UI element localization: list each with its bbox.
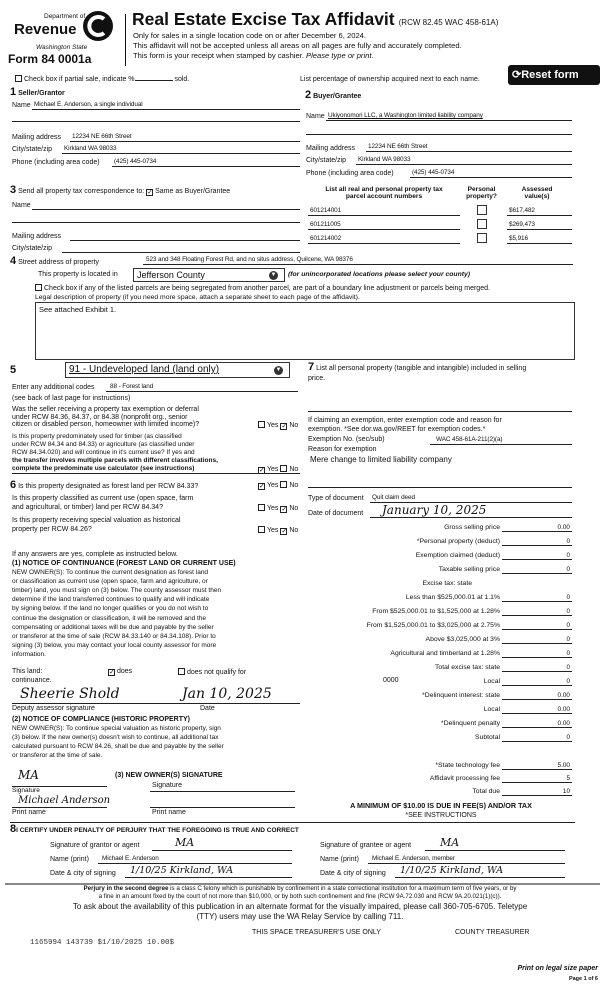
- grantee-signature: MA: [440, 836, 460, 849]
- fee-row: [300, 619, 572, 631]
- owner-signature: MA: [18, 768, 39, 782]
- exemption-no-checkbox[interactable]: ✓: [281, 423, 288, 430]
- parcel-number-field[interactable]: 601214002: [310, 235, 342, 242]
- assessor-signature: Sheerie Shold: [20, 685, 120, 702]
- exemption-no-field[interactable]: WAC 458-61A-211(2)(a): [436, 436, 503, 443]
- grantor-signature: MA: [175, 836, 195, 849]
- use-code-select[interactable]: [65, 362, 290, 378]
- fee-label: Local: [483, 705, 500, 713]
- buyer-mail-label: Mailing address: [306, 145, 356, 152]
- fee-label: *Personal property (deduct): [416, 537, 500, 545]
- county-treasurer-label: COUNTY TREASURER: [455, 929, 530, 936]
- grantee-signature-label: Signature of grantee or agent: [320, 842, 412, 849]
- corr-city-label: City/state/zip: [12, 245, 53, 252]
- yes-label: Yes: [267, 505, 279, 512]
- county-value: Jefferson County: [137, 270, 205, 280]
- form-rcw: (RCW 82.45 WAC 458-61A): [398, 18, 499, 27]
- local-code: 0000: [383, 677, 399, 684]
- fee-label: Above $3,025,000 at 3%: [425, 635, 500, 643]
- fee-value[interactable]: 5: [566, 774, 570, 782]
- buyer-name-field[interactable]: Ukiyonomori LLC, a Washington limited liability company: [328, 112, 483, 119]
- grantor-date-field[interactable]: 1/10/25 Kirkland, WA: [130, 865, 234, 876]
- fee-label: Exemption claimed (deduct): [415, 551, 500, 559]
- date-label: Date: [200, 705, 215, 712]
- personal-property-checkbox[interactable]: [477, 219, 487, 229]
- header-line1: Only for sales in a single location code on or after December 6, 2024.: [133, 31, 367, 40]
- does-label: does: [117, 668, 133, 675]
- notice-continuance-text: or classification as current use (open space, farm and agriculture, or: [12, 578, 208, 586]
- notice-compliance-text: or transferor at the time of sale.: [12, 752, 103, 759]
- section-number: 6: [10, 479, 17, 491]
- grantee-name-label: Name (print): [320, 856, 359, 863]
- fee-label: Excise tax: state: [422, 579, 472, 587]
- fee-row: [300, 717, 572, 729]
- segregated-label: Check box if any of the listed parcels are being segregated from another parcel, are part of a boundary line adjustment or parcels being merged.: [44, 285, 490, 292]
- fee-value[interactable]: 10: [562, 787, 570, 795]
- fee-label: Total due: [472, 787, 500, 795]
- notice-continuance-title: (1) NOTICE OF CONTINUANCE (FOREST LAND OR CURRENT USE): [12, 560, 236, 567]
- grantor-name-field[interactable]: Michael E. Anderson: [102, 855, 159, 862]
- seller-city-label: City/state/zip: [12, 146, 53, 153]
- header-line3-em: Please type or print.: [306, 51, 374, 60]
- q-timber-text: under RCW 84.34 and 84.33) or agriculture (as classified under: [12, 441, 195, 448]
- fee-value[interactable]: 0.00: [557, 719, 570, 727]
- header-divider: [125, 14, 126, 66]
- treasurer-use-label: THIS SPACE TREASURER'S USE ONLY: [252, 929, 381, 936]
- print-name-label: Print name: [152, 809, 186, 816]
- perjury-text: is a class C felony which is punishable by confinement in a state correctional institution for a maximum term of five years, or by: [168, 885, 517, 892]
- grantor-signature-label: Signature of grantor or agent: [50, 842, 140, 849]
- deputy-signature-label: Deputy assessor signature: [12, 705, 95, 712]
- fee-label: Local: [483, 677, 500, 685]
- section-number: 5: [10, 364, 17, 376]
- form-title: Real Estate Excise Tax Affidavit: [132, 9, 395, 29]
- q-timber-text: the transfer involves multiple parcels with different classifications,: [12, 457, 218, 464]
- located-label: This property is located in: [38, 271, 118, 278]
- fee-row: [300, 703, 572, 715]
- fee-value[interactable]: 0: [566, 621, 570, 629]
- notice-continuance-text: continue the designation or classification, it will be removed and the: [12, 614, 207, 622]
- current-use-yes-checkbox[interactable]: [258, 504, 265, 511]
- revenue-logo-text: Revenue: [14, 21, 77, 38]
- reason-field[interactable]: Mere change to limited liability company: [310, 455, 452, 464]
- section-number: 7: [308, 361, 315, 373]
- personal-property-label: price.: [308, 375, 326, 382]
- fee-label: Subtotal: [475, 733, 500, 741]
- segregated-checkbox[interactable]: [35, 284, 42, 291]
- refresh-icon: ⟳: [512, 69, 522, 81]
- q-timber-text: RCW 84.34.020) and will continue in it's current use? If yes and: [12, 449, 195, 456]
- notice-continuance-text: or transferor at the time of sale (RCW 84.33.140 or 84.34.108). Prior to: [12, 632, 216, 640]
- corr-mail-field[interactable]: [70, 240, 300, 241]
- seller-phone-label: Phone (including area code): [12, 159, 100, 166]
- q-forest-text: Is this property designated as forest land per RCW 84.33?: [18, 483, 199, 490]
- fee-label: Total excise tax: state: [435, 663, 500, 671]
- no-label: No: [289, 505, 299, 512]
- fee-value[interactable]: 0: [566, 677, 570, 685]
- fee-row: [300, 647, 572, 659]
- seller-title: Seller/Grantor: [18, 90, 65, 97]
- grantor-date-label: Date & city of signing: [50, 870, 116, 877]
- no-label: No: [289, 422, 299, 429]
- q-exemption-text: Was the seller receiving a property tax exemption or deferral: [12, 406, 199, 413]
- corr-city-field[interactable]: [62, 252, 300, 253]
- same-as-buyer-checkbox[interactable]: ✓: [147, 189, 153, 196]
- seller-name-field[interactable]: Michael E. Anderson, a single individual: [34, 101, 143, 108]
- assessed-value-field[interactable]: $617,482: [509, 207, 535, 214]
- form-number: Form 84 0001a: [8, 52, 92, 66]
- buyer-name-label: Name: [306, 113, 325, 120]
- notice-continuance-text: signing (3) below, you may contact your local county assessor for more: [12, 641, 217, 649]
- section-number: 8: [10, 823, 17, 835]
- fee-row: [300, 772, 572, 784]
- buyer-city-field[interactable]: Kirkland WA 98033: [358, 156, 411, 163]
- fee-row: [300, 521, 572, 533]
- historic-no-checkbox[interactable]: ✓: [281, 528, 288, 535]
- q-exemption-text: under RCW 84.36, 84.37, or 84.38 (nonprofit org., senior: [12, 413, 188, 421]
- fee-value[interactable]: 0: [566, 635, 570, 643]
- chevron-down-icon: ▼: [270, 272, 277, 278]
- buyer-city-label: City/state/zip: [306, 157, 347, 164]
- seller-phone-field[interactable]: (425) 445-0734: [114, 158, 157, 165]
- yes-label: Yes: [267, 482, 279, 489]
- fee-row: [300, 633, 572, 645]
- fee-row: [300, 689, 572, 701]
- fee-row: [300, 549, 572, 561]
- q-timber-text: complete the predominate use calculator (see instructions): [12, 465, 195, 472]
- notice-compliance-text: calculated pursuant to RCW 84.26, shall be due and payable by the seller: [12, 743, 224, 750]
- fee-value[interactable]: 0: [566, 607, 570, 615]
- street-label: Street address of property: [18, 259, 100, 266]
- personal-property-label: List all personal property (tangible and intangible) included in selling: [316, 365, 527, 372]
- fee-row: [300, 759, 572, 771]
- legal-description-value: See attached Exhibit 1.: [39, 305, 117, 314]
- notice-continuance-text: information.: [12, 650, 46, 658]
- corr-mail-label: Mailing address: [12, 233, 62, 240]
- personal-header: Personal property?: [466, 186, 497, 201]
- legal-description-textarea[interactable]: [35, 302, 575, 360]
- exemption-yes-checkbox[interactable]: [258, 421, 265, 428]
- use-code-value: 91 - Undeveloped land (land only): [69, 364, 220, 375]
- partial-sale-checkbox[interactable]: [15, 75, 22, 82]
- sold-label: sold.: [174, 76, 190, 83]
- q-current-use-text: and agricultural, or timber) land per RCW 84.34?: [12, 504, 163, 511]
- fee-label: From $1,525,000.01 to $3,025,000 at 2.75%: [366, 621, 500, 629]
- section-number: 1: [10, 86, 17, 98]
- notice-continuance-text: by signing below. If the land no longer qualifies or you do not wish to: [12, 605, 209, 613]
- alt-format-text: To ask about the availability of this publication in an alternate format for the visually impaired, please call 360-705-6705. Teletype: [72, 902, 528, 911]
- fee-row: [300, 785, 572, 797]
- personal-property-checkbox[interactable]: [477, 233, 487, 243]
- reset-form-button[interactable]: [508, 65, 600, 85]
- fee-label: *Delinquent penalty: [441, 719, 500, 727]
- fee-label: Affidavit processing fee: [429, 774, 500, 782]
- print-name-label: Print name: [12, 809, 46, 816]
- dept-label: Department of: [44, 13, 86, 20]
- fee-value[interactable]: 0.00: [557, 691, 570, 699]
- correspondence-label: Send all property tax correspondence to:: [18, 188, 145, 195]
- notice-continuance-text: timber) land, you must sign on (3) below. The county assessor must then: [12, 587, 222, 595]
- header-line3: This form is your receipt when stamped by cashier.: [133, 51, 307, 60]
- does-not-label: does not qualify for: [187, 669, 247, 676]
- corr-name-field[interactable]: [32, 209, 300, 210]
- doc-date-label: Date of document: [308, 510, 364, 517]
- no-label: No: [289, 466, 299, 473]
- timber-no-checkbox[interactable]: [280, 465, 287, 472]
- county-select[interactable]: [133, 268, 285, 282]
- partial-sale-label: Check box if partial sale, indicate %: [24, 76, 135, 83]
- additional-codes-field[interactable]: 88 - Forest land: [110, 383, 154, 390]
- notice-continuance-text: NEW OWNER(S): To continue the current designation as forest land: [12, 569, 209, 576]
- timber-yes-checkbox[interactable]: ✓: [259, 467, 265, 474]
- yes-label: Yes: [267, 527, 279, 534]
- grantor-name-label: Name (print): [50, 856, 89, 863]
- notice-compliance-text: NEW OWNER(S): To continue special valuation as historic property, sign: [12, 725, 221, 732]
- reason-label: Reason for exemption: [308, 446, 377, 453]
- exemption-instructions: If claiming an exemption, enter exemption code and reason for: [308, 417, 502, 424]
- exemption-no-label: Exemption No. (sec/sub): [308, 436, 385, 443]
- title-row: [132, 10, 498, 29]
- seller-mail-field[interactable]: 12234 NE 66th Street: [72, 133, 132, 140]
- this-land-label: This land:: [12, 668, 43, 675]
- seller-city-field[interactable]: Kirkland WA 98033: [64, 145, 117, 152]
- grantee-date-field[interactable]: 1/10/25 Kirkland, WA: [400, 865, 504, 876]
- no-label: No: [289, 527, 299, 534]
- buyer-mail-field[interactable]: 12234 NE 66th Street: [368, 143, 428, 150]
- continuance-label: continuance.: [12, 677, 52, 684]
- fee-value[interactable]: 0.00: [557, 705, 570, 713]
- does-qualify-checkbox[interactable]: ✓: [109, 669, 115, 676]
- fee-label: From $525,000.01 to $1,525,000 at 1.28%: [372, 607, 500, 615]
- signature-label: Signature: [12, 787, 40, 794]
- doc-date-field[interactable]: January 10, 2025: [382, 503, 487, 517]
- see-instructions-note: *SEE INSTRUCTIONS: [405, 812, 477, 819]
- q-timber-text: Is this property predominately used for timber (as classified: [12, 433, 182, 440]
- street-address-field[interactable]: 523 and 348 Floating Forest Rd, and no situs address, Quilcene, WA 98376: [146, 256, 353, 263]
- parcel-number-field[interactable]: 601214001: [310, 207, 342, 214]
- grantee-date-label: Date & city of signing: [320, 870, 386, 877]
- assessor-date: Jan 10, 2025: [182, 685, 272, 702]
- assessed-value-field[interactable]: $269,473: [509, 221, 535, 228]
- section-number: 2: [305, 89, 312, 101]
- notice-compliance-text: (3) below. If the new owner(s) doesn't wish to continue, all additional tax: [12, 734, 219, 741]
- legal-desc-label: Legal description of property (if you need more space, attach a separate sheet to each page of the affidavit).: [35, 294, 360, 301]
- grantee-name-field[interactable]: Michael E. Anderson, member: [372, 855, 455, 862]
- does-not-qualify-checkbox[interactable]: [178, 668, 185, 675]
- fee-row: [300, 675, 572, 687]
- fee-value[interactable]: 0: [566, 593, 570, 601]
- partial-percent-input[interactable]: [135, 80, 173, 81]
- personal-property-checkbox[interactable]: [477, 205, 487, 215]
- historic-yes-checkbox[interactable]: [258, 526, 265, 533]
- fee-row: [300, 661, 572, 673]
- signature-label: Signature: [152, 782, 182, 789]
- perjury-bold: Perjury in the second degree: [83, 885, 169, 892]
- fee-label: Gross selling price: [444, 523, 500, 531]
- same-as-buyer-label: Same as Buyer/Grantee: [155, 188, 231, 195]
- section-number: 4: [10, 255, 17, 267]
- fee-value[interactable]: 0: [566, 537, 570, 545]
- fee-value[interactable]: 0: [566, 565, 570, 573]
- header-line2: This affidavit will not be accepted unless all areas on all pages are fully and accurately completed.: [133, 41, 462, 50]
- fee-value[interactable]: 0: [566, 663, 570, 671]
- forest-yes-checkbox[interactable]: ✓: [259, 483, 265, 490]
- parcel-number-field[interactable]: 601211005: [310, 221, 341, 228]
- fee-value[interactable]: 5.00: [557, 761, 570, 769]
- seller-name-label: Name: [12, 102, 31, 109]
- corr-name-label: Name: [12, 202, 31, 209]
- doc-type-label: Type of document: [308, 495, 364, 502]
- forest-no-checkbox[interactable]: [280, 481, 287, 488]
- page-number: Page 1 of 6: [568, 976, 598, 982]
- fee-row: [300, 731, 572, 743]
- fee-row: [300, 605, 572, 617]
- q-exemption-text: citizen or disabled person, homeowner with limited income)?: [12, 421, 200, 428]
- q-current-use-text: Is this property classified as current use (open space, farm: [12, 495, 194, 502]
- parcel-header: List all real and personal property tax parcel account numbers: [325, 186, 443, 201]
- notice-continuance-text: determine if the land transferred continues to qualify and will indicate: [12, 596, 210, 604]
- fee-value[interactable]: 0: [566, 733, 570, 741]
- new-owner-signature-title: (3) NEW OWNER(S) SIGNATURE: [115, 772, 223, 779]
- section-number: 3: [10, 184, 17, 196]
- notice-continuance-text: compensating or additional taxes will be due and payable by the seller: [12, 623, 214, 631]
- state-label: Washington State: [36, 44, 88, 51]
- dor-logo-icon: [82, 10, 114, 42]
- additional-codes-label: Enter any additional codes: [12, 384, 95, 391]
- fee-value[interactable]: 0.00: [557, 523, 570, 531]
- fee-value[interactable]: 0: [566, 649, 570, 657]
- if-yes-note: If any answers are yes, complete as instructed below.: [12, 551, 178, 558]
- notice-compliance-title: (2) NOTICE OF COMPLIANCE (HISTORIC PROPERTY): [12, 716, 190, 723]
- fee-value[interactable]: 0: [566, 551, 570, 559]
- fee-label: *State technology fee: [435, 761, 500, 769]
- minimum-due-note: A MINIMUM OF $10.00 IS DUE IN FEE(S) AND/OR TAX: [350, 801, 532, 810]
- legal-paper-note: Print on legal size paper: [517, 965, 598, 972]
- seller-mail-label: Mailing address: [12, 134, 62, 141]
- buyer-phone-label: Phone (including area code): [306, 170, 394, 177]
- chevron-down-icon: ▼: [275, 367, 282, 373]
- doc-type-field[interactable]: Quit claim deed: [372, 494, 415, 501]
- owner-print-name: Michael Anderson: [18, 795, 111, 806]
- buyer-phone-field[interactable]: (425) 445-0734: [412, 169, 455, 176]
- fee-label: Taxable selling price: [438, 565, 500, 573]
- certify-title: I CERTIFY UNDER PENALTY OF PERJURY THAT THE FOREGOING IS TRUE AND CORRECT: [16, 827, 299, 834]
- q-historic-text: Is this property receiving special valuation as historical: [12, 517, 181, 524]
- current-use-no-checkbox[interactable]: ✓: [281, 506, 288, 513]
- fee-label: *Delinquent interest: state: [422, 691, 500, 699]
- perjury-text: a fine in an amount fixed by the court of not more than $10,000, or by both such confinement and fine (RCW 9A.72.030 and RCW 9A.20.021(1)(c)).: [98, 892, 502, 900]
- assessed-value-field[interactable]: $5,916: [509, 235, 528, 242]
- fee-row: [300, 577, 572, 589]
- q-historic-text: property per RCW 84.26?: [12, 526, 92, 533]
- yes-label: Yes: [267, 466, 279, 473]
- reset-form-label: Reset form: [521, 69, 579, 81]
- see-back-note: (see back of last page for instructions): [12, 395, 131, 402]
- assessed-header: Assessed value(s): [521, 186, 553, 201]
- ownership-note: List percentage of ownership acquired next to each name.: [300, 76, 480, 83]
- fee-row: [300, 591, 572, 603]
- fee-label: Less than $525,000.01 at 1.1%: [405, 593, 500, 601]
- fee-label: Agricultural and timberland at 1.28%: [390, 649, 500, 657]
- cashier-stamp: 1165994 143739 $1/10/2025 10.00$: [30, 939, 175, 947]
- fee-row: [300, 563, 572, 575]
- fee-row: [300, 535, 572, 547]
- no-label: No: [289, 482, 299, 489]
- exemption-instructions: exemption. *See dor.wa.gov/REET for exemption codes.*: [308, 426, 486, 433]
- alt-format-text: (TTY) users may use the WA Relay Service by calling 711.: [196, 912, 404, 921]
- buyer-title: Buyer/Grantee: [313, 93, 362, 100]
- yes-label: Yes: [267, 422, 279, 429]
- county-note: (for unincorporated locations please select your county): [288, 271, 471, 278]
- personal-property-field[interactable]: [308, 411, 572, 412]
